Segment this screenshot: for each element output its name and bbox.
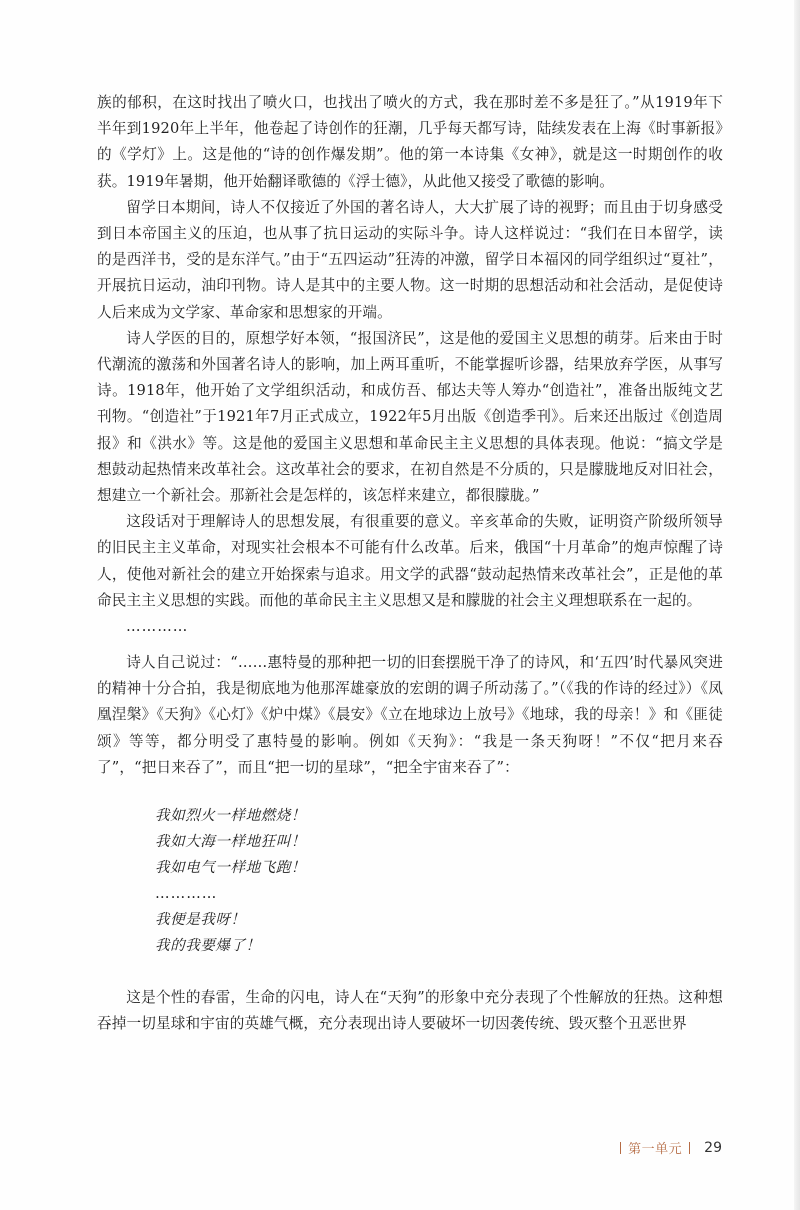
poem-ellipsis: ………… bbox=[155, 885, 218, 903]
poem-line: 我如电气一样地飞跑！ bbox=[155, 859, 306, 877]
paragraph: 族的郁积，在这时找出了喷火口，也找出了喷火的方式，我在那时差不多是狂了。”从1919年下半年到1920年上半年，他卷起了诗创作的狂潮，几乎每天都写诗，陆续发表在上海《时事新报》的《学灯》上。这是他的“诗的创作爆发期”。他的第一本诗集《女神》，就是这一时期创作的收获。1919年暑期，他开始翻译歌德的《浮士德》，从此他又接受了歌德的影响。 bbox=[97, 94, 723, 190]
omission-ellipsis: ………… bbox=[126, 618, 189, 636]
unit-label: 第一单元 bbox=[628, 1142, 683, 1157]
paragraph: 这段话对于理解诗人的思想发展，有很重要的意义。辛亥革命的失败，证明资产阶级所领导的旧民主主义革命，对现实社会根本不可能有什么改革。后来，俄国“十月革命”的炮声惊醒了诗人，使他对新社会的建立开始探索与追求。用文学的武器“鼓动起热情来改革社会”，正是他的革命民主主义思想的实践。而他的革命民主主义思想又是和朦胧的社会主义理想联系在一起的。 bbox=[97, 513, 723, 609]
page-edge-shadow bbox=[794, 0, 800, 1210]
paragraph: 诗人学医的目的，原想学好本领，“报国济民”，这是他的爱国主义思想的萌芽。后来由于时代潮流的激荡和外国著名诗人的影响，加上两耳重听，不能掌握听诊器，结果放弃学医，从事写诗。1918年，他开始了文学组织活动，和成仿吾、郁达夫等人筹办“创造社”，准备出版纯文艺刊物。“创造社”于1921年7月正式成立，1922年5月出版《创造季刊》。后来还出版过《创造周报》和《洪水》等。这是他的爱国主义思想和革命民主主义思想的具体表现。他说：“搞文学是想鼓动起热情来改革社会。这改革社会的要求，在初自然是不分质的，只是朦胧地反对旧社会，想建立一个新社会。那新社会是怎样的，该怎样来建立，都很朦胧。” bbox=[97, 329, 723, 505]
page-number: 29 bbox=[704, 1139, 722, 1156]
paragraph: 留学日本期间，诗人不仅接近了外国的著名诗人，大大扩展了诗的视野；而且由于切身感受到日本帝国主义的压迫，也从事了抗日运动的实际斗争。诗人这样说过：“我们在日本留学，读的是西洋书，受的是东洋气。”由于“五四运动”狂涛的冲激，留学日本福冈的同学组织过“夏社”，开展抗日运动，油印刊物。诗人是其中的主要人物。这一时期的思想活动和社会活动，是促使诗人后来成为文学家、革命家和思想家的开端。 bbox=[97, 198, 723, 321]
paragraph: 诗人自己说过：“……惠特曼的那种把一切的旧套摆脱干净了的诗风，和‘五四’时代暴风突进的精神十分合拍，我是彻底地为他那浑雄豪放的宏朗的调子所动荡了。”（《我的作诗的经过》）《凤凰涅槃》《天狗》《心灯》《炉中煤》《晨安》《立在地球边上放号》《地球，我的母亲！》和《匪徒颂》等等，都分明受了惠特曼的影响。例如《天狗》：“我是一条天狗呀！”不仅“把月来吞了”，“把日来吞了”，而且“把一切的星球”，“把全宇宙来吞了”： bbox=[97, 654, 723, 776]
poem-excerpt bbox=[97, 803, 723, 959]
footer-divider bbox=[689, 1142, 690, 1154]
poem-line: 我如大海一样地狂叫！ bbox=[155, 833, 306, 851]
poem-line: 我便是我呀！ bbox=[155, 911, 246, 929]
poem-line: 我如烈火一样地燃烧！ bbox=[155, 807, 306, 825]
paragraph: 这是个性的春雷，生命的闪电，诗人在“天狗”的形象中充分表现了个性解放的狂热。这种想吞掉一切星球和宇宙的英雄气概，充分表现出诗人要破坏一切因袭传统、毁灭整个丑恶世界 bbox=[97, 989, 723, 1033]
page-footer bbox=[620, 1138, 722, 1157]
body-text bbox=[97, 90, 723, 1037]
poem-line: 我的我要爆了！ bbox=[155, 937, 261, 955]
